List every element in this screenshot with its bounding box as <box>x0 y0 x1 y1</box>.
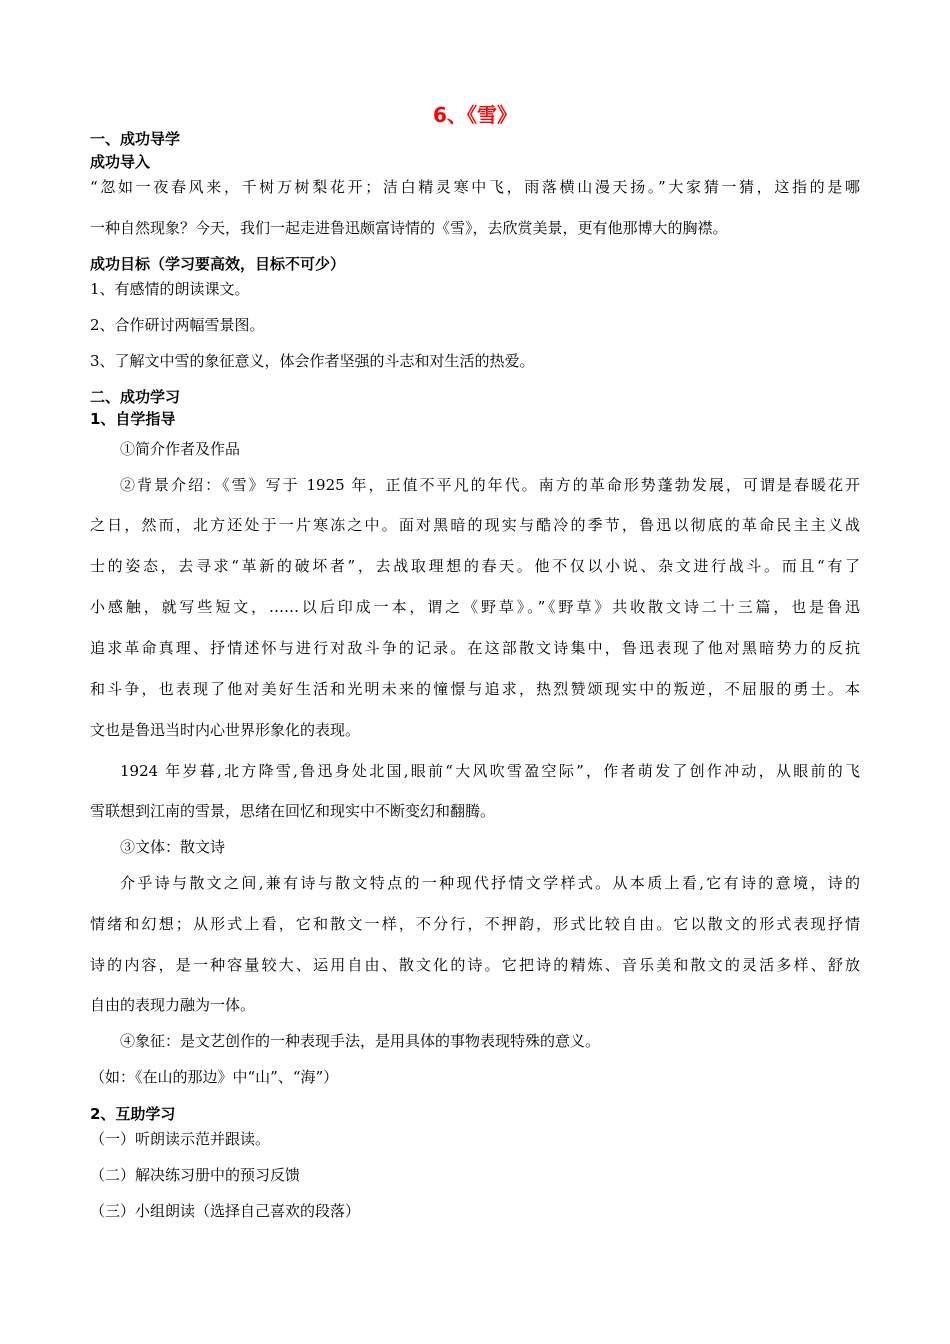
item-author-intro: ①简介作者及作品 <box>120 440 241 458</box>
mutual-item: （二）解决练习册中的预习反馈 <box>90 1166 301 1184</box>
genre-line: 诗的内容，是一种容量较大、运用自由、散文化的诗。它把诗的精炼、音乐美和散文的灵活多样、舒放 <box>90 956 860 974</box>
background-line: 追求革命真理、抒情述怀与进行对敌斗争的记录。在这部散文诗集中，鲁迅表现了他对黑暗势力的反抗 <box>90 639 860 657</box>
example-note: （如：《在山的那边》中“山”、“海”） <box>90 1068 339 1086</box>
item-symbol: ④象征：是文艺创作的一种表现手法，是用具体的事物表现特殊的意义。 <box>120 1032 601 1050</box>
section-heading-1: 一、成功导学 <box>90 130 181 148</box>
mutual-item: （三）小组朗读（选择自己喜欢的段落） <box>90 1202 361 1220</box>
goal-item: 2、合作研讨两幅雪景图。 <box>90 316 265 334</box>
subheading-self-study: 1、自学指导 <box>90 410 176 428</box>
page-title: 6、《雪》 <box>433 103 517 127</box>
intro-line-2: 一种自然现象？今天，我们一起走进鲁迅颇富诗情的《雪》，去欣赏美景，更有他那博大的胸襟。 <box>90 219 728 237</box>
genre-line: 情绪和幻想；从形式上看，它和散文一样，不分行，不押韵，形式比较自由。它以散文的形式表现抒情 <box>90 915 860 933</box>
intro-line-1: “忽如一夜春风来，千树万树梨花开；洁白精灵寒中飞，雨落横山漫天扬。”大家猜一猜，这指的是哪 <box>90 178 860 196</box>
subheading-intro: 成功导入 <box>90 153 151 171</box>
background-line: 小感触，就写些短文，……以后印成一本，谓之《野草》。”《野草》共收散文诗二十三篇，也是鲁迅 <box>90 598 860 616</box>
background-line: 之日，然而，北方还处于一片寒冻之中。面对黑暗的现实与酷冷的季节，鲁迅以彻底的革命民主主义战 <box>90 516 860 534</box>
background-line: 士的姿态，去寻求“革新的破坏者”，去战取理想的春天。他不仅以小说、杂文进行战斗。而且“有了 <box>90 557 860 575</box>
background-line: 文也是鲁迅当时内心世界形象化的表现。 <box>90 721 361 739</box>
item-genre: ③文体：散文诗 <box>120 838 226 856</box>
mutual-item: （一）听朗读示范并跟读。 <box>90 1130 271 1148</box>
background-line-2: 1924 年岁暮,北方降雪,鲁迅身处北国,眼前“大风吹雪盈空际”，作者萌发了创作冲动，从眼前的飞 <box>120 762 860 780</box>
goal-item: 3、了解文中雪的象征意义，体会作者坚强的斗志和对生活的热爱。 <box>90 352 535 370</box>
genre-line: 介乎诗与散文之间,兼有诗与散文特点的一种现代抒情文学样式。从本质上看,它有诗的意境，诗的 <box>120 874 860 892</box>
section-heading-2: 二、成功学习 <box>90 388 181 406</box>
subheading-goals: 成功目标（学习要高效，目标不可少） <box>90 255 346 273</box>
genre-line: 自由的表现力融为一体。 <box>90 996 256 1014</box>
subheading-mutual: 2、互助学习 <box>90 1105 176 1123</box>
background-line: 和斗争，也表现了他对美好生活和光明未来的憧憬与追求，热烈赞颂现实中的叛逆，不屈服的勇士。本 <box>90 680 860 698</box>
goal-item: 1、有感情的朗读课文。 <box>90 280 250 298</box>
background-line-2: 雪联想到江南的雪景，思绪在回忆和现实中不断变幻和翻腾。 <box>90 802 496 820</box>
background-line: ②背景介绍：《雪》写于 1925 年，正值不平凡的年代。南方的革命形势蓬勃发展，可谓是春暖花开 <box>120 476 860 494</box>
